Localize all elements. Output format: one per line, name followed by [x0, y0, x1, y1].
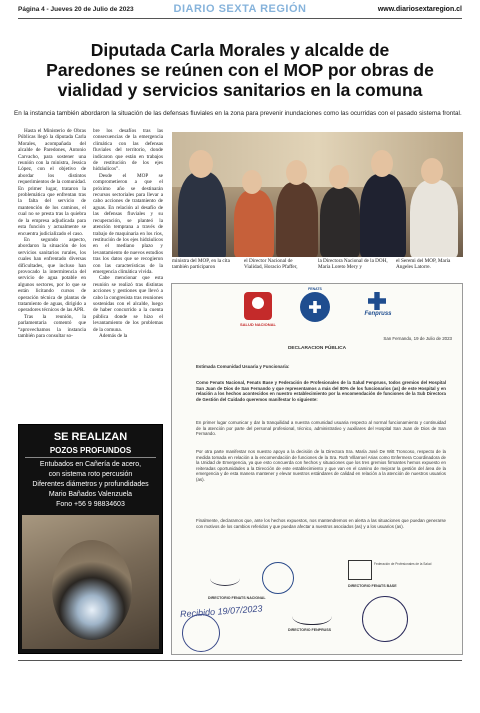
paragraph: Desde el MOP se comprometieron a que el próximo año se destinarán recursos sectoriales para llevar a cabo acciones de tratamiento de aguas. En relación al desafío de las defensas fluviales y su recuperación, se planteó la atención temprana a través de trabajo de maquinaria en los ríos, restitución de los ejes hidráulicos en el mediano plazo y levantamiento de nuevos estudios tras los datos que se recogieron con las características de la emergencia climática vivida. — [93, 172, 163, 275]
paragraph: Además de la — [99, 333, 128, 339]
declaration-paragraph: En primer lugar comunicar y dar la tranquilidad a nuestra comunidad usuaria respecto al normal funcionamiento y continuidad de la atención por parte del personal profesional, técnico, administrativo y auxiliares del Hospital San Juan de Dios de San Fernando. — [196, 420, 446, 437]
person-head — [329, 165, 349, 189]
website-link[interactable]: www.diariosextaregion.cl — [377, 6, 462, 13]
ad-photo-well — [22, 515, 159, 649]
ad-line: Entubados en Cañería de acero, — [39, 461, 142, 468]
logo-caption: FENATS — [308, 287, 322, 291]
declaration-heading: DECLARACION PÚBLICA — [287, 346, 347, 351]
signature-caption: DIRECTORIO FENATS NACIONAL — [208, 596, 266, 600]
fenpruss-logo-text: Fenpruss — [364, 311, 392, 317]
article-title — [10, 40, 470, 100]
cross-icon — [368, 292, 386, 310]
photo-caption-4: el Seremi del MOP, María Angeles Latorre. — [396, 258, 451, 271]
page-header — [0, 0, 480, 30]
logo-caption: SALUD NACIONAL — [240, 322, 276, 327]
photo-caption-3: la Directora Nacional de la DOH, María Loreto Mery y — [318, 258, 388, 271]
fenats-nacional-logo — [244, 292, 272, 320]
ad-line: con sistema roto percusión — [48, 471, 133, 478]
stamp-text: Federación de Profesionales de la Salud — [374, 562, 432, 566]
stamp-fenpruss — [362, 596, 408, 642]
handwritten-received-note: Recibido 19/07/2023 — [179, 603, 263, 620]
cross-icon — [309, 301, 321, 313]
person-head — [371, 150, 393, 177]
person-head — [189, 150, 213, 178]
paragraph: Cabe mencionar que esta reunión se realizó tras distintas acciones y gestiones que llevó a cabo la congresista tras reuniones sostenidas con el alcalde, luego de haber concurrido a la cuenta pública donde se hizo el levantamiento de los problemas de la comuna. — [93, 275, 163, 333]
signature-mark — [210, 571, 240, 586]
person-figure — [320, 187, 360, 257]
article-subtitle: En la instancia también abordaron la situación de las defensas fluviales en la zona para prevenir inundaciones como las ocurridas con el pasado sistema frontal. — [14, 110, 462, 117]
paragraph: En segundo aspecto, abordaron la situación de los servicios sanitarios rurales, los cuales han enfrentado diversas dificultades, que incluso han provocado la intermitencia del servicio de agua potable en algunos sectores, por lo que se están licitando cursos de operación técnica de plantas de tratamiento de aguas, dirigido a operadores técnicos de las APR. — [18, 236, 86, 314]
declaration-paragraph: Finalmente, declaramos que, ante los hechos expuestos, nos mantendremos en alerta a las situaciones que puedan generarse con motivos de los cambios referidos y que puedan afectar a nuestros asociados (as) y a los usuarios (as). — [196, 518, 446, 529]
ad-phone[interactable]: Fono +56 9 98834603 — [56, 501, 125, 508]
title-line-3: vialidad y servicios sanitarios en la comuna — [57, 80, 423, 100]
paragraph: Hasta el Ministerio de Obras Públicas llegó la diputada Carla Morales, acompañada del alcalde de Paredones, Antonio Carvacho, para sostener una reunión con la ministra, Jessica López, con el objetivo de abordar los distintos requerimientos de la comunidad. En primer lugar, trataron la problemática que enfrentan tras la falta del servicio de mantención de los caminos, el cual no se presta tras la quiebra de la empresa adjudicada para esta función y actualmente se encuentra judicializado el caso. — [18, 128, 86, 237]
public-declaration-image — [171, 283, 463, 655]
newspaper-brand: DIARIO SEXTA REGIÓN — [173, 3, 307, 15]
ad-line: Diferentes diámetros y profundidades — [32, 481, 149, 488]
stamp-fenats-nacional — [262, 562, 294, 594]
ad-contact-name: Mario Bañados Valenzuela — [48, 491, 133, 498]
page-number-date: Página 4 - Jueves 20 de Julio de 2023 — [18, 6, 134, 13]
article-column-2 — [93, 128, 163, 339]
fenats-logo — [300, 292, 330, 322]
well-shaft — [52, 540, 132, 640]
signature-mark — [292, 606, 332, 625]
stamp-rectangle — [348, 560, 372, 580]
paragraph: Tras la reunión, la parlamentaria comentó que “aprovechamos la instancia también para consultar so- — [18, 313, 86, 339]
logo-cross-circle — [252, 297, 264, 309]
stamp-circle — [182, 614, 220, 652]
person-figure — [276, 182, 318, 257]
title-line-2: Paredones se reúnen con el MOP por obras de — [46, 60, 434, 80]
declaration-paragraph: Como Fenats Nacional, Fenats Base y Federación de Profesionales de la Salud Fenpruss, todos gremios del Hospital San Juan de Dios de San Fernando y que representamos a más del 80% de los funcionarios (as) de este Hospital y en relación a los hechos acontecidos en nuestro establecimiento por la encomendación de funciones de la Sub Directora de Gestión del Cuidado queremos manifestar lo siguiente: — [196, 380, 446, 402]
ad-subtitle: POZOS PROFUNDOS — [49, 446, 132, 455]
photo-caption-2: el Director Nacional de Vialidad, Horacio Pfaffer, — [244, 258, 298, 271]
declaration-salutation: Estimada Comunidad Usuaria y Funcionaria: — [196, 364, 290, 369]
paragraph: bre los desafíos tras las consecuencias de la emergencia climática con las defensas fluviales del territorio, donde indicaron que están en trabajos de restitución de los ejes hidráulicos”. — [93, 128, 163, 173]
article-column-1 — [18, 128, 86, 339]
person-figure — [178, 172, 226, 257]
declaration-paragraph: Por otra parte manifestar nos nuestro apoyo a la decisión de la Directora Sra. María José De Witt Troncoso, respecto de la medida tomada en relación a la encomendación de funciones de la Sra. Ruth Villarroel Arias como Enfermera Coordinadora de la Unidad de Emergencia, ya que esto concuerda con hechos y situaciones que los tres gremios firmantes hemos expuesto en reiteradas oportunidades a la Dirección de este establecimiento y que van en el camino de mejorar la gestión del área de la emergencia y de esta manera mantener y elevar nuestros estándares de calidad en relación a la atención de nuestros usuarios (as). — [196, 449, 446, 482]
person-figure — [234, 190, 274, 257]
signature-caption: DIRECTORIO FENATS BASE — [348, 584, 397, 588]
ad-title: SE REALIZAN — [53, 431, 128, 443]
photo-caption-1: ministra del MOP, en la cita también participaron — [172, 258, 230, 271]
title-line-1: Diputada Carla Morales y alcalde de — [90, 40, 390, 60]
footer-divider — [18, 660, 462, 661]
person-head — [421, 158, 443, 184]
person-figure — [360, 174, 406, 257]
meeting-photo — [172, 132, 463, 257]
signature-caption: DIRECTORIO FENPRUSS — [288, 628, 332, 632]
person-figure — [410, 180, 458, 257]
header-divider — [18, 18, 462, 19]
person-head — [286, 160, 307, 185]
person-head — [242, 170, 262, 194]
advertisement-box — [18, 424, 163, 654]
ad-divider — [25, 457, 156, 458]
declaration-date: San Fernando, 19 de Julio de 2023 — [383, 336, 452, 341]
